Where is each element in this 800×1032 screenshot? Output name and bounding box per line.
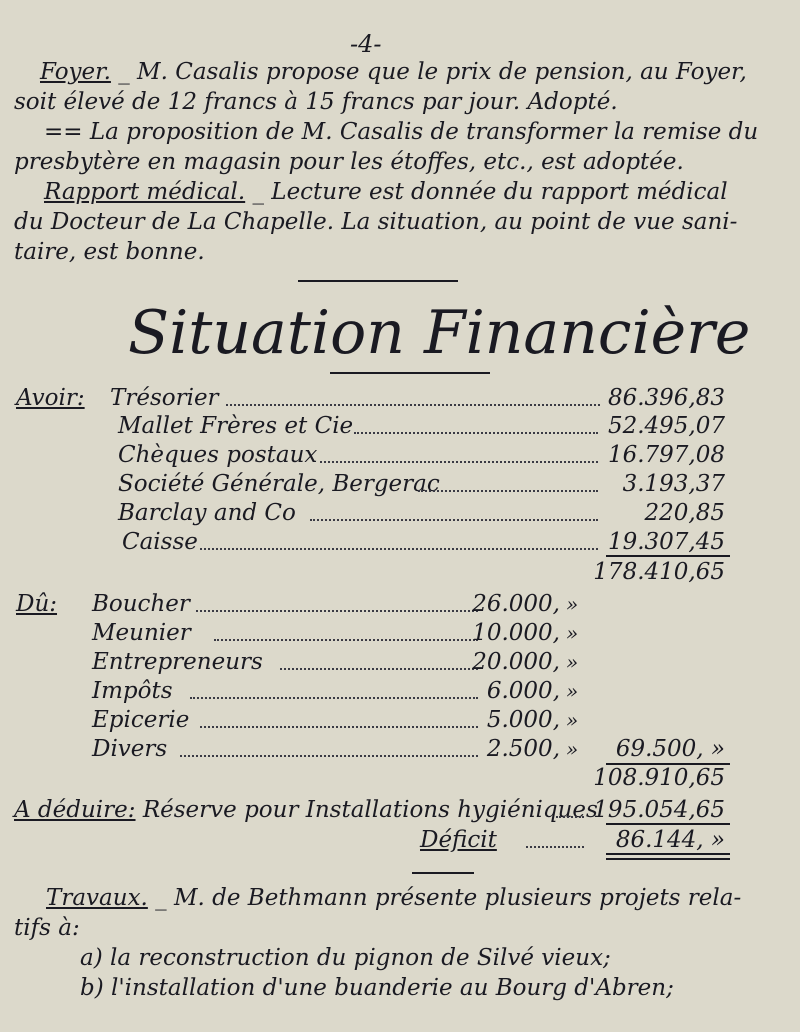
avoir-item-label: Chèques postaux — [118, 442, 318, 468]
du-item-label: Epicerie — [92, 707, 190, 733]
avoir-leader-dots — [200, 548, 598, 550]
du-item-amount: 5.000, — [486, 707, 560, 733]
remise-paragraph-line-1: == La proposition de M. Casalis de transformer la remise du — [44, 119, 759, 145]
deficit-amount: 86.144, » — [615, 827, 725, 853]
deficit-label: Déficit — [420, 827, 497, 853]
deficit-rule-1 — [606, 853, 730, 855]
deduire-rule — [606, 823, 730, 825]
du-leader-dots — [180, 755, 478, 757]
du-item-mark: » — [566, 621, 579, 645]
avoir-total-rule — [606, 555, 730, 557]
foyer-text-1: _ M. Casalis propose que le prix de pension, au Foyer, — [110, 59, 747, 85]
rapport-text-1: _ Lecture est donnée du rapport médical — [245, 179, 728, 205]
deduire-line — [14, 796, 598, 824]
rapport-paragraph-line-1 — [44, 178, 728, 206]
travaux-top-rule — [412, 872, 474, 874]
avoir-leader-dots — [418, 490, 598, 492]
remise-paragraph-line-2: presbytère en magasin pour les étoffes, etc., est adoptée. — [14, 149, 684, 175]
du-leader-dots — [214, 639, 478, 641]
avoir-leader-dots — [226, 404, 600, 406]
du-item-label: Impôts — [92, 678, 173, 704]
avoir-item-amount: 86.396,83 — [607, 385, 725, 411]
foyer-heading: Foyer. — [40, 59, 111, 85]
du-item-label: Divers — [92, 736, 168, 762]
avoir-item-amount: 3.193,37 — [622, 471, 725, 497]
avoir-leader-dots — [354, 432, 598, 434]
deficit-rule-2 — [606, 858, 730, 860]
du-item-amount: 10.000, — [472, 620, 560, 646]
du-item-amount: 2.500, — [486, 736, 560, 762]
rapport-heading: Rapport médical. — [44, 179, 246, 205]
du-total: 69.500, » — [615, 736, 725, 762]
du-item-mark: » — [566, 650, 579, 674]
du-item-mark: » — [566, 679, 579, 703]
du-item-mark: » — [566, 592, 579, 616]
travaux-heading: Travaux. — [46, 885, 148, 911]
foyer-paragraph-line-1 — [40, 58, 747, 86]
du-leader-dots — [200, 726, 478, 728]
rapport-paragraph-line-2: du Docteur de La Chapelle. La situation, au point de vue sani- — [14, 209, 738, 235]
foyer-paragraph-line-2: soit élevé de 12 francs à 15 francs par jour. Adopté. — [14, 89, 618, 115]
du-item-label: Entrepreneurs — [92, 649, 263, 675]
title-top-rule — [298, 280, 458, 282]
rapport-paragraph-line-3: taire, est bonne. — [14, 239, 205, 265]
title-bottom-rule — [330, 372, 490, 374]
avoir-leader-dots — [310, 519, 598, 521]
travaux-paragraph-line-2: tifs à: — [14, 915, 80, 941]
avoir-item-label: Trésorier — [110, 385, 219, 411]
page-number: -4- — [350, 30, 382, 58]
deduire-leader-dots — [556, 816, 584, 818]
du-item-amount: 26.000, — [472, 591, 560, 617]
travaux-text-1: _ M. de Bethmann présente plusieurs projets rela- — [147, 885, 742, 911]
avoir-item-amount: 19.307,45 — [607, 529, 725, 555]
deduire-amount: 195.054,65 — [593, 797, 725, 823]
du-item-mark: » — [566, 737, 579, 761]
deduire-label: A déduire: — [14, 797, 136, 823]
du-leader-dots — [280, 668, 478, 670]
du-label: Dû: — [16, 591, 58, 617]
avoir-item-label: Caisse — [122, 529, 198, 555]
travaux-item-a: a) la reconstruction du pignon de Silvé vieux; — [80, 945, 611, 971]
du-item-label: Meunier — [92, 620, 191, 646]
travaux-paragraph-line-1 — [46, 884, 741, 912]
avoir-total: 178.410,65 — [593, 559, 725, 585]
deduire-text: Réserve pour Installations hygiéniques — [142, 797, 598, 823]
du-item-amount: 20.000, — [472, 649, 560, 675]
du-leader-dots — [190, 697, 478, 699]
avoir-item-amount: 52.495,07 — [607, 413, 725, 439]
du-item-mark: » — [566, 708, 579, 732]
du-net-amount: 108.910,65 — [593, 765, 725, 791]
avoir-item-label: Mallet Frères et Cie — [118, 413, 354, 439]
avoir-item-label: Barclay and Co — [118, 500, 296, 526]
avoir-item-amount: 16.797,08 — [607, 442, 725, 468]
avoir-item-amount: 220,85 — [644, 500, 725, 526]
du-item-label: Boucher — [92, 591, 190, 617]
situation-financiere-title: Situation Financière — [128, 298, 751, 368]
du-leader-dots — [196, 610, 478, 612]
avoir-leader-dots — [320, 461, 598, 463]
avoir-item-label: Société Générale, Bergerac — [118, 471, 440, 497]
du-item-amount: 6.000, — [486, 678, 560, 704]
avoir-label: Avoir: — [16, 385, 85, 411]
deficit-leader-dots — [526, 846, 584, 848]
travaux-item-b: b) l'installation d'une buanderie au Bourg d'Abren; — [80, 975, 674, 1001]
